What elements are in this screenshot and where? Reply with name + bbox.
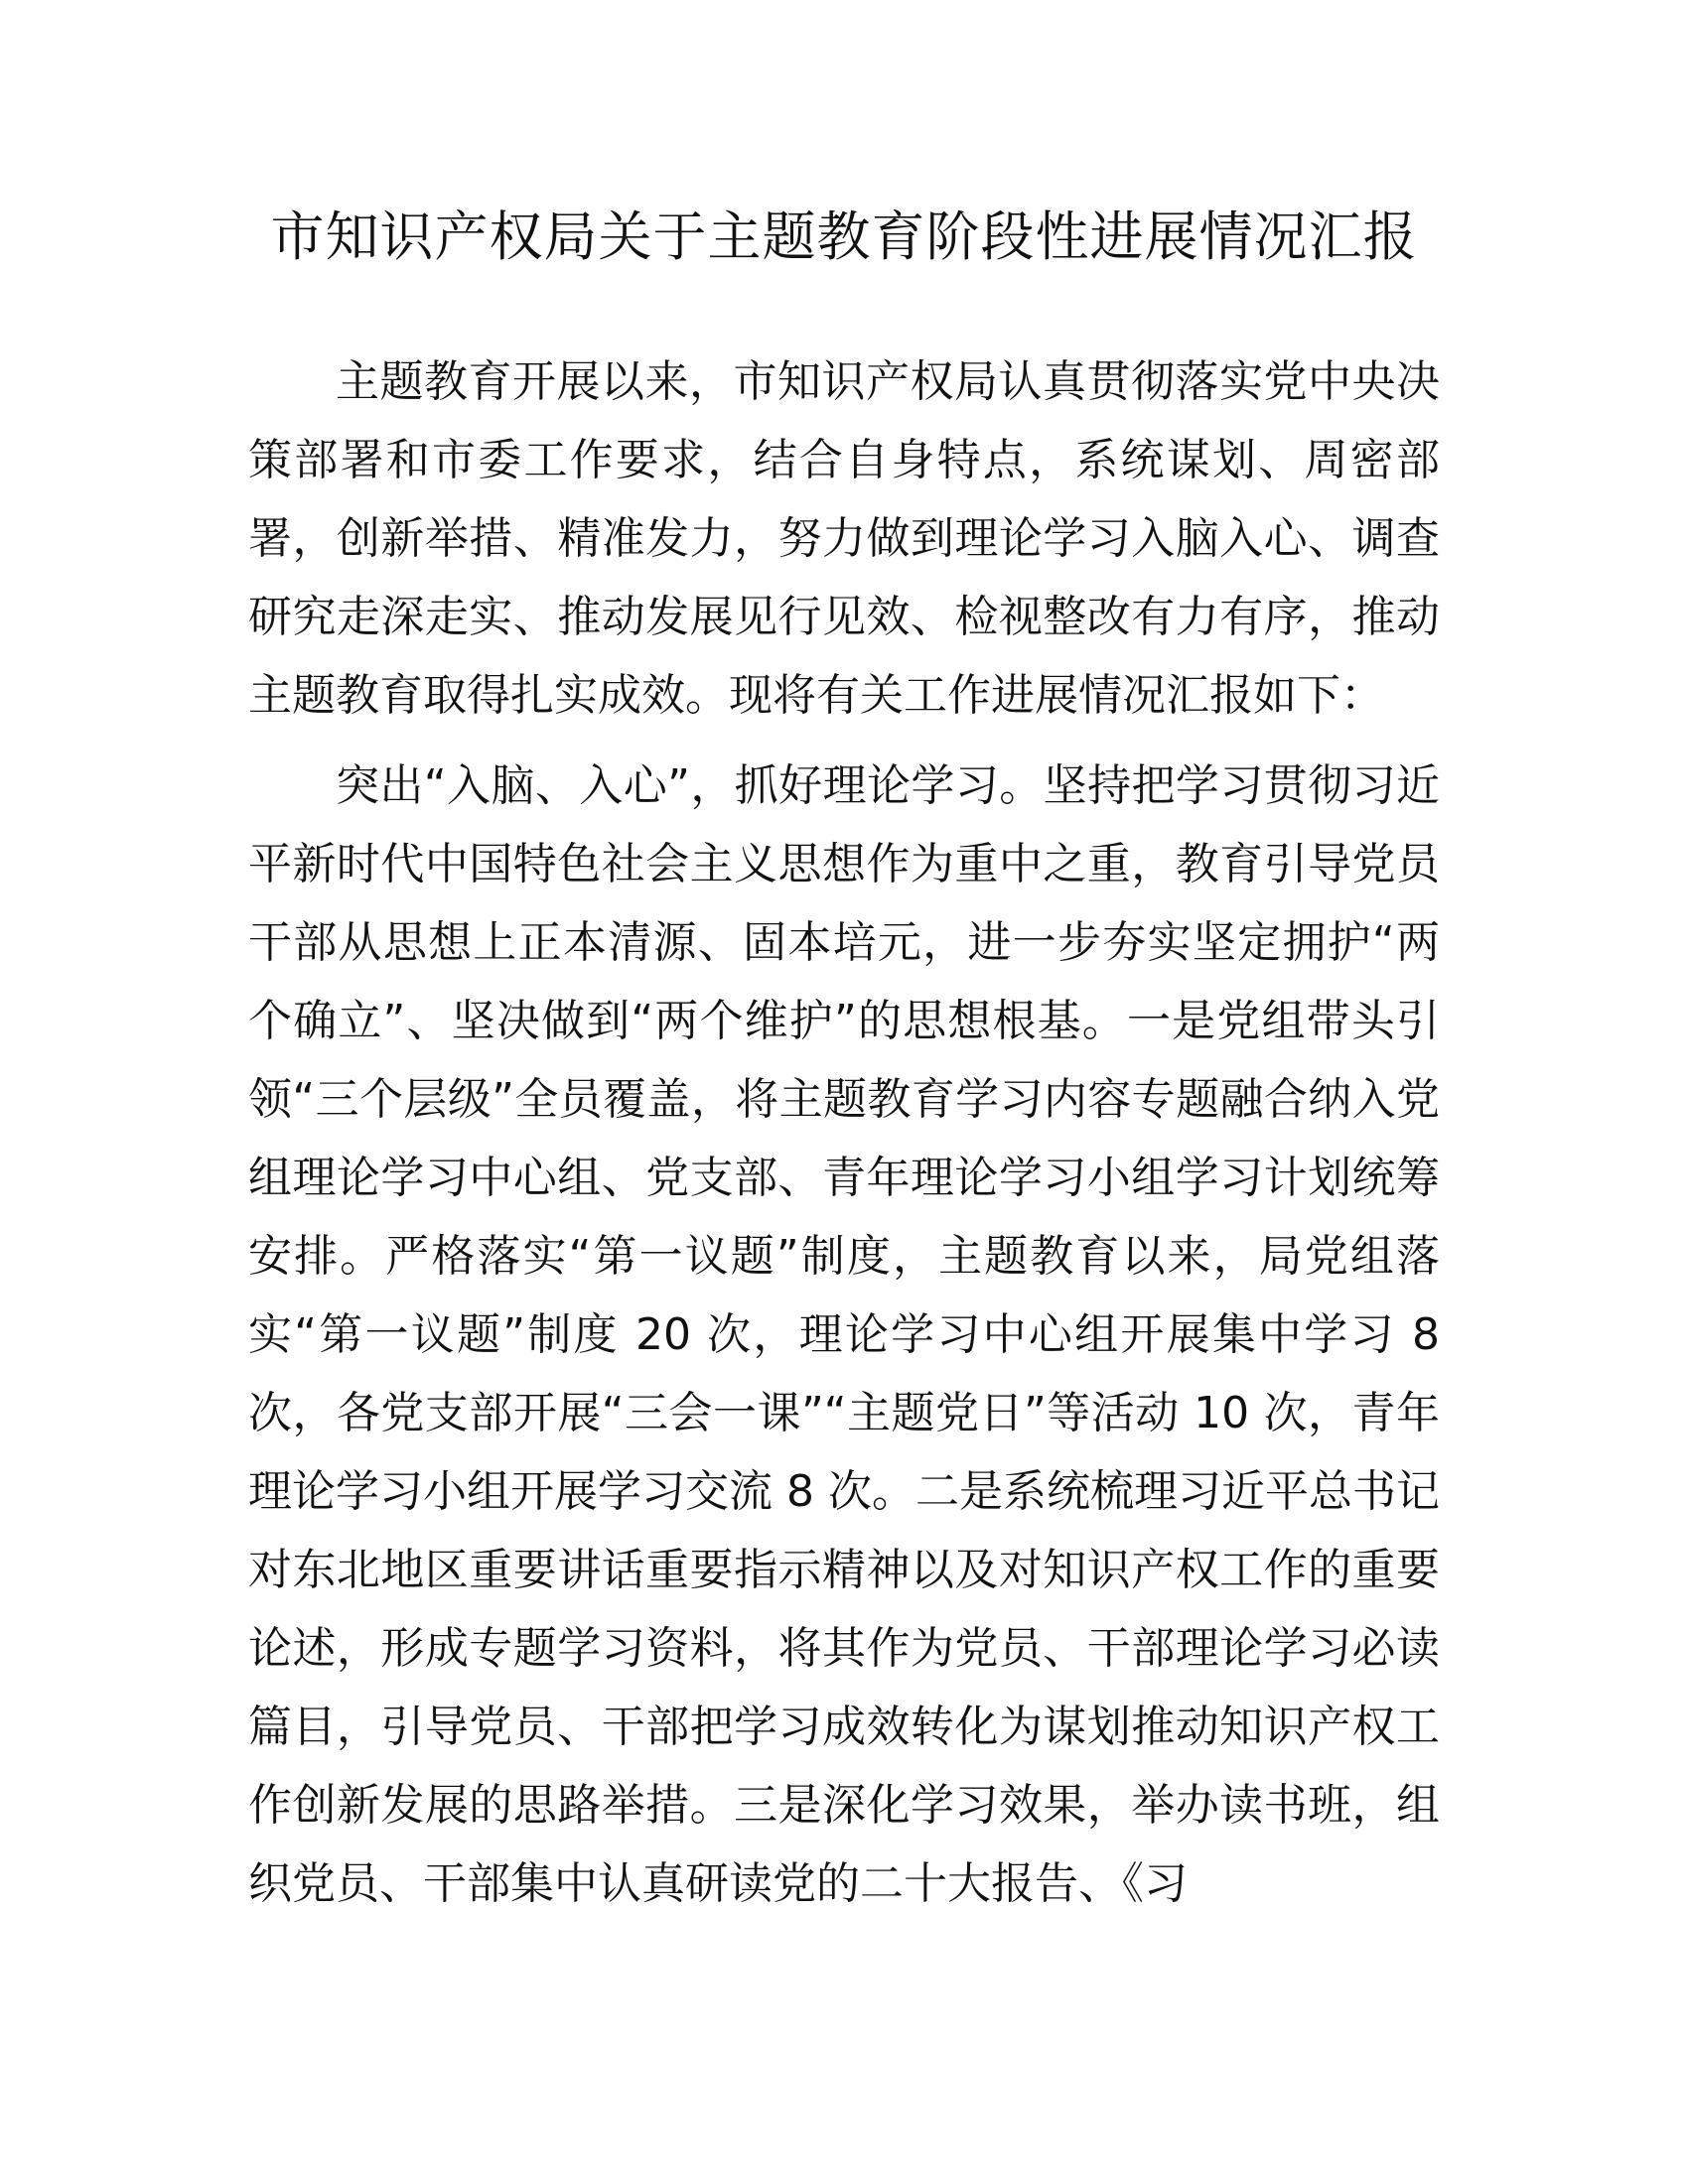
document-body	[248, 342, 1440, 1935]
paragraph-intro: 主题教育开展以来，市知识产权局认真贯彻落实党中央决策部署和市委工作要求，结合自身特点，系统谋划、周密部署，创新举措、精准发力，努力做到理论学习入脑入心、调查研究走深走实、推动发展见行见效、检视整改有力有序，推动主题教育取得扎实成效。现将有关工作进展情况汇报如下：	[248, 356, 1440, 721]
paragraph-theory-study: 突出“入脑、入心”，抓好理论学习。坚持把学习贯彻习近平新时代中国特色社会主义思想作为重中之重，教育引导党员干部从思想上正本清源、固本培元，进一步夯实坚定拥护“两个确立”、坚决做到“两个维护”的思想根基。一是党组带头引领“三个层级”全员覆盖，将主题教育学习内容专题融合纳入党组理论学习中心组、党支部、青年理论学习小组学习计划统筹安排。严格落实“第一议题”制度，主题教育以来，局党组落实“第一议题”制度 20 次，理论学习中心组开展集中学习 8 次，各党支部开展“三会一课”“主题党日”等活动 10 次，青年理论学习小组开展学习交流 8 次。二是系统梳理习近平总书记对东北地区重要讲话重要指示精神以及对知识产权工作的重要论述，形成专题学习资料，将其作为党员、干部理论学习必读篇目，引导党员、干部把学习成效转化为谋划推动知识产权工作创新发展的思路举措。三是深化学习效果，举办读书班，组织党员、干部集中认真研读党的二十大报告、《习	[248, 760, 1440, 1909]
document-title: 市知识产权局关于主题教育阶段性进展情况汇报	[270, 205, 1418, 268]
